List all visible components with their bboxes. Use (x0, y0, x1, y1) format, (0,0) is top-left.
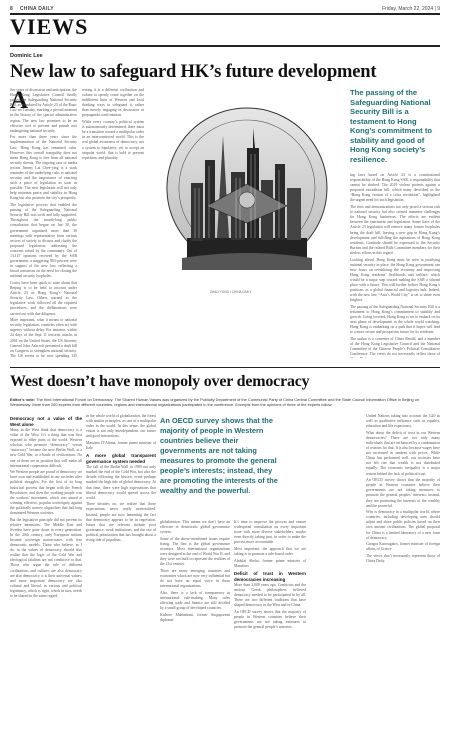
city-skyline-illustration (147, 88, 347, 290)
section-title: VIEWS (10, 14, 89, 39)
body-paragraph: The passing of the Safeguarding National Security Bill is a testament to Hong Kong’s commitment to stability and growth. Going forward, Hong Kong is set to embark on its next phase of development in the whole world watching, Hong Kong is embarking on a path that it hopes will lead to a more secure and prosperous future for its residents. (350, 304, 440, 335)
article2-column-2-text-b (86, 465, 156, 543)
article2-column-1-text (10, 428, 82, 599)
body-paragraph: The author is a convener of China Retold, and a member of the Hong Kong Legislative Council and the National Committee of the Chinese People’s Political Consultative Conference. The views do not necessarily reflect those of (350, 336, 440, 357)
body-paragraph: Critics have been quick to raise alarm that Beijing is to be held to account under Article 23 as Hong Kong’s National Security Law. Others warned as the legislative work followed all the required procedures, and the deliberations were carried out with due diligence. (10, 280, 77, 316)
headline-second: West doesn’t have monopoly over democracy (10, 373, 310, 390)
editors-note-label: Editor’s note: (10, 397, 36, 402)
body-paragraph: We Western people are proud of democracy we have won and established in our societies after political struggles. For the first of its long historical process that began with the French Revolution, and then the working people was the workers’ movement, which was aimed at winning effective, popular sovereignty against the politically narrow oligarchies that had long dominated Western societies. (10, 470, 82, 515)
body-paragraph: An OECD survey shows that the majority of people in Western countries believe their governments are not taking measures to promote the general peoples’ interests; instead, they are promoting the interests of the wealthy and the powerful. (366, 478, 440, 508)
byline: Dominic Lee (10, 53, 43, 59)
article1-column-2 (82, 88, 144, 358)
body-paragraph: The views don’t necessarily represent those of China Daily. (366, 553, 440, 564)
article2-column-2 (86, 414, 156, 739)
article2-column-4b (310, 414, 362, 739)
article2-column-4 (234, 520, 306, 739)
article2-column-2-text-a (86, 414, 156, 451)
article2-column-4-text-a (234, 520, 306, 569)
body-paragraph: The riots and demonstrations not only posed a serious risk to national security but also created immense challenges for Hong Kong businesses. The effects are evident between the enactment and legislation. Some lines of the Article 23 legislation will remove many former loopholes being the draft bill, leaving a new gap in Hong Kong’s development and fulfilling the aspirations of Hong Kong residents. Gratitude should be expressed to the Security Bureau and the related Bills Committee members for their tireless efforts in this regard. (350, 205, 440, 255)
body-paragraph: fter years of discussion and anticipation, the Hong Kong Legislative Council finally passed the Safeguarding National Security Bill, as mandated by Article 23 of the Basic Law on Tuesday, marking a pivotal moment in the history of the special administrative region. The new law promises to be an effective tool to prevent and punish acts endangering national security. (10, 88, 77, 133)
body-paragraph: It’s time to improve the process and ensure widespread consultation on every important issue with more diverse stakeholders, maybe even directly taking part, in order to make the process more accountable. (234, 520, 306, 545)
body-paragraph: Massimo D’Alema, former prime minister of Italy (86, 440, 156, 451)
section-divider (10, 45, 440, 47)
body-paragraph: An OECD survey shows that the majority of people in Western countries believe their governments are not taking measures to promote the general people’s interests. (234, 609, 306, 630)
headline-main: New law to safeguard HK’s future development (10, 62, 377, 82)
article1-column-3 (350, 173, 440, 358)
article2-column-4-text-b (234, 583, 306, 630)
editors-note-text: The third International Forum on Democracy: The Shared Human Values was organized by the Publicity Department of the Communist Party of China Central Committee and the State Council Information Office in Beijing on Wednesday. More than 200 experts from different countries, regions and international organizations participated in the conference. Excerpts from the opinions of three of the experts follow: (10, 397, 420, 407)
body-paragraph: For more than three years since the implementation of the National Security Law, Hong Kong has remained calm. However, this overall tranquility does not mean Hong Kong is free from all national security threats. The ongoing case of media tycoon Jimmy Lai Chee-ying is a stark reminder of the underlying risks to national security and the importance of enacting such a piece of legislation as soon as possible. The new legislation will not only help maintain peace and stability in Hong Kong but also promote the city’s prosperity. (10, 135, 77, 201)
subhead-global-governance: A more global transparent governance system needed (86, 453, 156, 465)
article1-column-1 (10, 88, 77, 358)
body-paragraph: in the whole world of globalization, the forest with similar principles, as one of a multipolar order in the world. In this sense, the global vision is not only interdependent, our future and good interactions. (86, 414, 156, 439)
body-paragraph: More than 2,000 years ago, Confucius and the ancient Greek philosophers believed democracy needed to be participated in by all. There are two different traditions that have shaped democracy in the West and in China. (234, 582, 306, 608)
body-paragraph: tecting it is a different civilization and culture to openly come together on the indifferent lines of Western and local thinking ways to safeguard it, rather than merely engaging in discussion or propaganda confrontation. (82, 88, 144, 118)
article2-column-1 (10, 414, 82, 739)
body-paragraph: United Nations taking into account the G20 as well as qualitative influence such as equality, education and life expectancy. (366, 414, 440, 429)
article2-column-3 (160, 520, 230, 739)
body-paragraph: ing laws based on Article 23 is a constitutional responsibility of the Hong Kong SAR, a responsibility that cannot be shirked. The 2019 violent protests against a proposed extradition bill, which many described as the “Hong Kong version of a color revolution”, highlighted the urgent need for such legislation. (350, 173, 440, 203)
body-paragraph: globalization. This means we don’t have an effective or democratic global governance system. (160, 520, 230, 535)
body-paragraph: More important, what it means to national security legislation, countries often act with urgency without delay. For instance, within 24 days of the Sept 11 terrorist attacks in 2001 on the United States, the US Attorney General John Ashcroft presented a draft bill on Congress to strengthen national security. The US seems to be now spending 145 (10, 318, 77, 358)
body-paragraph: The fall of the Berlin Wall in 1989 not only marked the end of the Cold War, but also the decade following the historic event perhaps marked the high tide of global democracy. At that time, there were high expectations that liberal democracy would spread across the world. (86, 465, 156, 500)
masthead-brand: CHINA DAILY (20, 6, 54, 12)
pull-quote-main: The passing of the Safeguarding National Security Bill is a testament to Hong Kong’s commitment to stability and good of Hong Kong society’s resilience. (350, 88, 432, 164)
article-divider (10, 367, 440, 368)
body-paragraph: Most important, the approach that we are taking is to promote a rule-based order. (234, 546, 306, 557)
body-paragraph: Why is democracy in a multipolar world, where countries, including developing ones should adjust and share public policies based on their own ancient civilizations. The global proposal for China is a limited laboratory of a new form of democracy. (366, 510, 440, 540)
page-number: 8 (10, 6, 13, 12)
article2-column-5 (366, 414, 440, 739)
body-paragraph: What about the deficit of trust in our Western democracies? There are not only many individuals that are influenced by a combination of reasons for that. It is also because wages have not increased in tandem with prices. While China has performed well, our societies have not felt rise that wealth is not distributed equally. The economic inequality is a major reason behind the lack of political trust. (366, 430, 440, 476)
body-paragraph: Some of the above-mentioned issues require fixing. The first is the global governance structure. Most international organizations were designed at the end of World War II, and they were not built to represent the realities of the 21st century. (160, 536, 230, 567)
body-paragraph: There are many emerging countries and economies which are now very influential but do not have an equal voice in these international organizations. (160, 568, 230, 589)
body-paragraph: The legislative process that enabled the passing of the Safeguarding National Security Bill was swift and fully supported. Throughout the month-long public consultation that began on Jan 30, the government organized more than 30 meetings with representative from various sectors of society to discuss and clarify the proposed legislation, addressing the concerns raised by the community. Out of 13,147 opinions received by the SAR government, a staggering 98.6 percent were in support of the new law, reflecting a broad consensus on the need for closing the national security loopholes. (10, 203, 77, 279)
body-paragraph: Many in the West think that democracy is a value of the West. It’s a thing that was first exposed to other parts of the world. Western scholars who promote “democracy” versus “autocracy” became the new Berlin Wall, at a new Cold War, or a battle of civilizations. No one of them are in position that will make all international cooperation difficult. (10, 428, 82, 468)
editors-note (10, 397, 440, 407)
pull-quote-second: An OECD survey shows that the majority of people in Western countries believe their governments are not taking measures to promote the general people’s interests; instead, they are promoting the interests of the wealthy and the powerful. (160, 416, 278, 495)
body-paragraph: But the legislative principle did not prevent its relative intensities. The Middle East and Sweden have gone down in every generation. In the 20th century, only European nations became sovereign nation-states with free democratic models. Those who believe, as I do, in the values of democracy should also realize that the logic of the Cold War and ideological fatalism are not conducive to that. Those who argue the rule of different civilizations and cultures are also democracy are also democracy, it is their universal values, and more important democracy are also cultural and liberal, in various and political legitimacy, which is right, which in turn, needs to be shared in the same regard. (10, 517, 82, 598)
body-paragraph: Abdulai Shehu, former prime minister of Mauritius (234, 558, 306, 568)
body-paragraph: Kishore Mahbubani, former Singaporean diplomat (160, 612, 230, 622)
illustration-credit: ZHAO YONG / CHINA DAILY (210, 290, 252, 294)
issue-date: Friday, March 22, 2024 | 9 (382, 6, 440, 12)
body-paragraph: Giorgos Katrougalos, former minister of foreign affairs of Greece (366, 542, 440, 552)
body-paragraph: Three decades on, we realize that those expectations never really materialized. Instead, people are now lamenting the fact that democracy appears to be in regression. Issues that are relevant include poor governance, weak institutions, and the rise of political polarization that has brought about a rising tide of populism. (86, 502, 156, 542)
subhead-democracy-not-west: Democracy not a value of the West alone (10, 416, 82, 427)
body-paragraph: Also, there is a lack of transparency in international rule-making. Many rules affecting trade and finance are still decided by a small group of developed countries. (160, 590, 230, 610)
drop-cap: A (10, 87, 29, 114)
body-paragraph: Looking ahead, Hong Kong must be seen in justifying national security in place, the Hong Kong government can now focus on revitalizing the economy and improving Hong Kong residents’ livelihoods and welfare, which would be a major step toward making the SAR a vibrant place with a future. This will further bolster Hong Kong’s positions as a global financial and logistics hub. Indeed, with the new law, “Asia’s World City” is set to shine even brighter. (350, 257, 440, 303)
body-paragraph: While every country’s political system is autonomously determined, there must be a transition toward a multipolar order in an interconnected world. This is the real global awareness of democracy, not a system to bipolarity, yet to accept an unipolar world, that is bold to prevent repetition, and plurality. (82, 120, 144, 160)
subhead-deficit-of-trust: Deficit of trust in Western democracies increasing (234, 570, 306, 582)
